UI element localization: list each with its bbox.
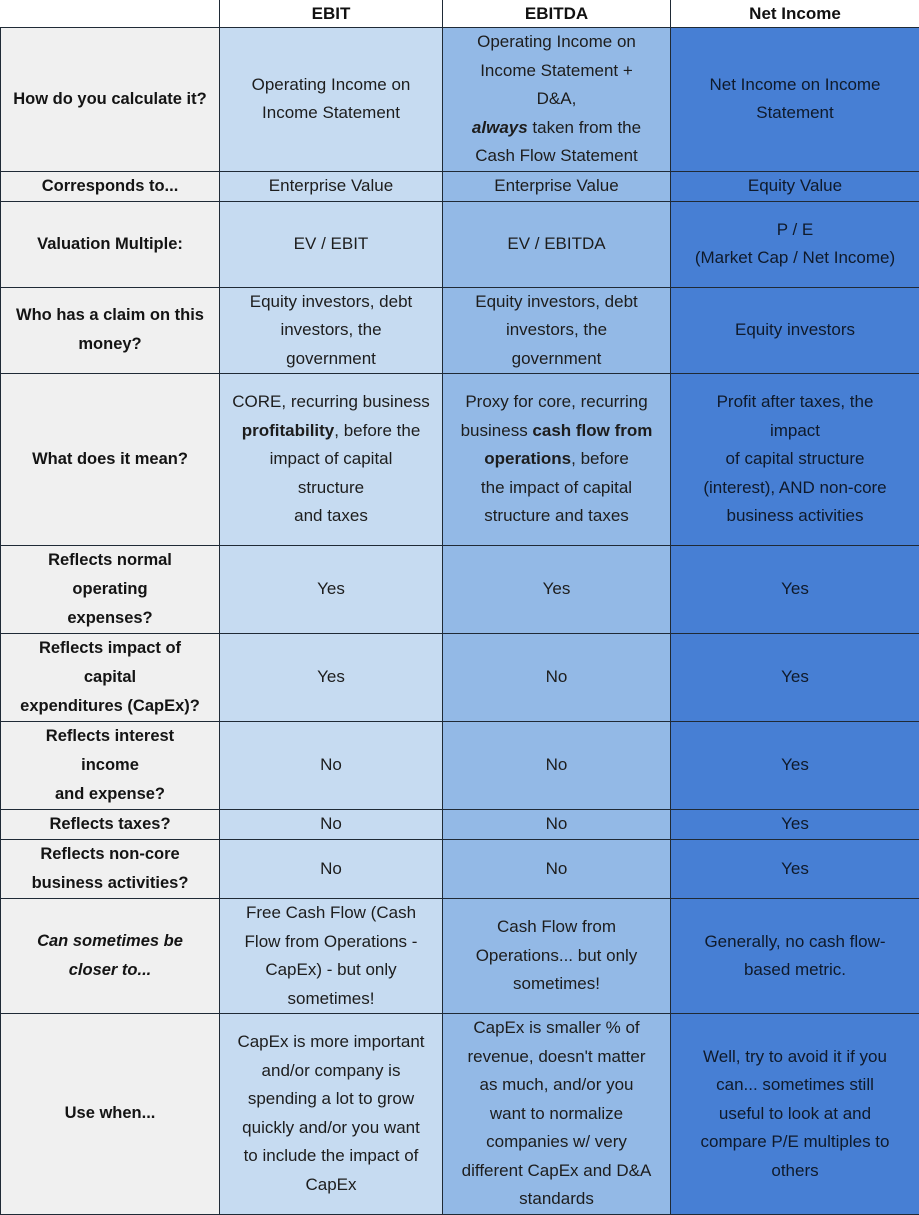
cell-line: Free Cash Flow (Cash <box>223 899 439 928</box>
ebitda-cell <box>443 171 671 201</box>
header-row <box>1 0 919 28</box>
table-row <box>1 171 919 201</box>
cell-line: CORE, recurring business <box>223 388 439 417</box>
cell-line <box>446 114 667 143</box>
cell-line: business activities <box>674 502 916 531</box>
ebitda-cell <box>443 546 671 634</box>
table-row <box>1 722 919 810</box>
ebitda-cell <box>443 1014 671 1215</box>
cell-line: compare P/E multiples to <box>674 1128 916 1157</box>
cell-line: Operating Income on <box>446 28 667 57</box>
ebit-cell <box>220 1014 443 1215</box>
row-header-line: business activities? <box>4 869 216 898</box>
bold-text: operations <box>484 449 571 468</box>
net-income-cell <box>671 899 919 1014</box>
cell-line <box>446 417 667 446</box>
cell-line: sometimes! <box>446 970 667 999</box>
table-row <box>1 201 919 287</box>
cell-line: different CapEx and D&A <box>446 1157 667 1186</box>
cell-line: sometimes! <box>223 985 439 1014</box>
cell-line: CapEx is smaller % of <box>446 1014 667 1043</box>
cell-line: Operating Income on <box>223 71 439 100</box>
ebitda-cell <box>443 840 671 899</box>
ebit-cell <box>220 634 443 722</box>
ebit-cell <box>220 546 443 634</box>
table-body <box>1 28 919 1215</box>
cell-line: government <box>446 345 667 374</box>
table-row <box>1 374 919 546</box>
plain-text: , before <box>571 449 629 468</box>
ebitda-cell <box>443 634 671 722</box>
row-header-line: Reflects impact of <box>4 634 216 663</box>
cell-line: No <box>223 751 439 780</box>
cell-line: Equity Value <box>674 172 916 201</box>
cell-line: (Market Cap / Net Income) <box>674 244 916 273</box>
cell-line: investors, the <box>223 316 439 345</box>
ebit-cell <box>220 287 443 374</box>
cell-line: companies w/ very <box>446 1128 667 1157</box>
cell-line: standards <box>446 1185 667 1214</box>
cell-line: CapEx) - but only <box>223 956 439 985</box>
cell-line: spending a lot to grow <box>223 1085 439 1114</box>
cell-line: as much, and/or you <box>446 1071 667 1100</box>
cell-line: No <box>223 855 439 884</box>
cell-line: No <box>446 751 667 780</box>
cell-line: Statement <box>674 99 916 128</box>
cell-line: structure and taxes <box>446 502 667 531</box>
cell-line: (interest), AND non-core <box>674 474 916 503</box>
cell-line: No <box>223 810 439 839</box>
cell-line: investors, the <box>446 316 667 345</box>
cell-line: impact of capital <box>223 445 439 474</box>
row-header-line: expenses? <box>4 604 216 633</box>
row-header-line: capital <box>4 663 216 692</box>
cell-line: Generally, no cash flow- <box>674 928 916 957</box>
cell-line: government <box>223 345 439 374</box>
cell-line: and taxes <box>223 502 439 531</box>
bold-text: cash flow from <box>532 421 652 440</box>
cell-line: useful to look at and <box>674 1100 916 1129</box>
cell-line: Yes <box>446 575 667 604</box>
net-income-cell <box>671 634 919 722</box>
table-row <box>1 840 919 899</box>
cell-line: Flow from Operations - <box>223 928 439 957</box>
row-header-line: Corresponds to... <box>4 172 216 201</box>
ebit-cell <box>220 810 443 840</box>
ebitda-cell <box>443 287 671 374</box>
row-header-line: closer to... <box>4 956 216 985</box>
column-header-net-income: Net Income <box>671 0 919 28</box>
cell-line: Proxy for core, recurring <box>446 388 667 417</box>
row-header <box>1 810 220 840</box>
cell-line: EV / EBIT <box>223 230 439 259</box>
ebit-cell <box>220 374 443 546</box>
cell-line: Income Statement <box>223 99 439 128</box>
ebit-cell <box>220 840 443 899</box>
column-header-ebit: EBIT <box>220 0 443 28</box>
table-row <box>1 899 919 1014</box>
table-row <box>1 810 919 840</box>
row-header <box>1 201 220 287</box>
row-header-line: Who has a claim on this <box>4 301 216 330</box>
ebit-cell <box>220 171 443 201</box>
row-header-line: Use when... <box>4 1099 216 1128</box>
plain-text: business <box>461 421 533 440</box>
table-row <box>1 1014 919 1215</box>
ebitda-cell <box>443 810 671 840</box>
net-income-cell <box>671 722 919 810</box>
header-corner <box>1 0 220 28</box>
cell-line: Operations... but only <box>446 942 667 971</box>
table-row <box>1 287 919 374</box>
net-income-cell <box>671 1014 919 1215</box>
row-header-line: money? <box>4 330 216 359</box>
row-header-line: How do you calculate it? <box>4 85 216 114</box>
row-header-line: expenditures (CapEx)? <box>4 692 216 721</box>
cell-line: the impact of capital <box>446 474 667 503</box>
ebitda-cell <box>443 374 671 546</box>
row-header-line: Reflects normal <box>4 546 216 575</box>
table-row <box>1 634 919 722</box>
row-header <box>1 28 220 172</box>
cell-line: and/or company is <box>223 1057 439 1086</box>
cell-line: Cash Flow Statement <box>446 142 667 171</box>
cell-line: quickly and/or you want <box>223 1114 439 1143</box>
ebitda-cell <box>443 899 671 1014</box>
cell-line: can... sometimes still <box>674 1071 916 1100</box>
row-header <box>1 840 220 899</box>
ebit-cell <box>220 722 443 810</box>
cell-line: to include the impact of <box>223 1142 439 1171</box>
row-header-line: Valuation Multiple: <box>4 230 216 259</box>
ebit-cell <box>220 899 443 1014</box>
row-header-line: What does it mean? <box>4 445 216 474</box>
cell-line: Enterprise Value <box>446 172 667 201</box>
cell-line: structure <box>223 474 439 503</box>
cell-line <box>223 417 439 446</box>
cell-line: of capital structure <box>674 445 916 474</box>
row-header <box>1 722 220 810</box>
cell-line: CapEx <box>223 1171 439 1200</box>
cell-line: Equity investors, debt <box>223 288 439 317</box>
row-header <box>1 171 220 201</box>
cell-line: revenue, doesn't matter <box>446 1043 667 1072</box>
emphasis-text: always <box>472 118 528 137</box>
row-header-line: Reflects taxes? <box>4 810 216 839</box>
cell-line: Enterprise Value <box>223 172 439 201</box>
ebitda-cell <box>443 201 671 287</box>
cell-line: Net Income on Income <box>674 71 916 100</box>
net-income-cell <box>671 287 919 374</box>
cell-line: EV / EBITDA <box>446 230 667 259</box>
cell-line <box>446 445 667 474</box>
cell-line: Yes <box>223 663 439 692</box>
cell-line: Yes <box>674 810 916 839</box>
cell-line: P / E <box>674 216 916 245</box>
cell-line: others <box>674 1157 916 1186</box>
cell-line: No <box>446 810 667 839</box>
ebit-cell <box>220 201 443 287</box>
row-header-line: income <box>4 751 216 780</box>
plain-text: taken from the <box>528 118 641 137</box>
ebitda-cell <box>443 722 671 810</box>
cell-line: Well, try to avoid it if you <box>674 1043 916 1072</box>
cell-line: Profit after taxes, the <box>674 388 916 417</box>
net-income-cell <box>671 171 919 201</box>
cell-line: Yes <box>674 855 916 884</box>
cell-line: Yes <box>674 663 916 692</box>
cell-line: impact <box>674 417 916 446</box>
bold-text: profitability <box>242 421 335 440</box>
cell-line: based metric. <box>674 956 916 985</box>
row-header <box>1 374 220 546</box>
cell-line: Equity investors <box>674 316 916 345</box>
row-header <box>1 287 220 374</box>
cell-line: want to normalize <box>446 1100 667 1129</box>
net-income-cell <box>671 840 919 899</box>
ebit-cell <box>220 28 443 172</box>
row-header <box>1 1014 220 1215</box>
net-income-cell <box>671 201 919 287</box>
cell-line: Yes <box>223 575 439 604</box>
row-header <box>1 634 220 722</box>
net-income-cell <box>671 810 919 840</box>
row-header <box>1 899 220 1014</box>
cell-line: No <box>446 855 667 884</box>
cell-line: Yes <box>674 575 916 604</box>
cell-line: Income Statement + <box>446 57 667 86</box>
cell-line: D&A, <box>446 85 667 114</box>
net-income-cell <box>671 374 919 546</box>
column-header-ebitda: EBITDA <box>443 0 671 28</box>
row-header <box>1 546 220 634</box>
table-row <box>1 28 919 172</box>
table-row <box>1 546 919 634</box>
row-header-line: Reflects interest <box>4 722 216 751</box>
row-header-line: operating <box>4 575 216 604</box>
net-income-cell <box>671 28 919 172</box>
row-header-line: and expense? <box>4 780 216 809</box>
cell-line: Equity investors, debt <box>446 288 667 317</box>
cell-line: Yes <box>674 751 916 780</box>
ebitda-cell <box>443 28 671 172</box>
plain-text: , before the <box>334 421 420 440</box>
row-header-line: Can sometimes be <box>4 927 216 956</box>
cell-line: No <box>446 663 667 692</box>
cell-line: CapEx is more important <box>223 1028 439 1057</box>
net-income-cell <box>671 546 919 634</box>
row-header-line: Reflects non-core <box>4 840 216 869</box>
cell-line: Cash Flow from <box>446 913 667 942</box>
